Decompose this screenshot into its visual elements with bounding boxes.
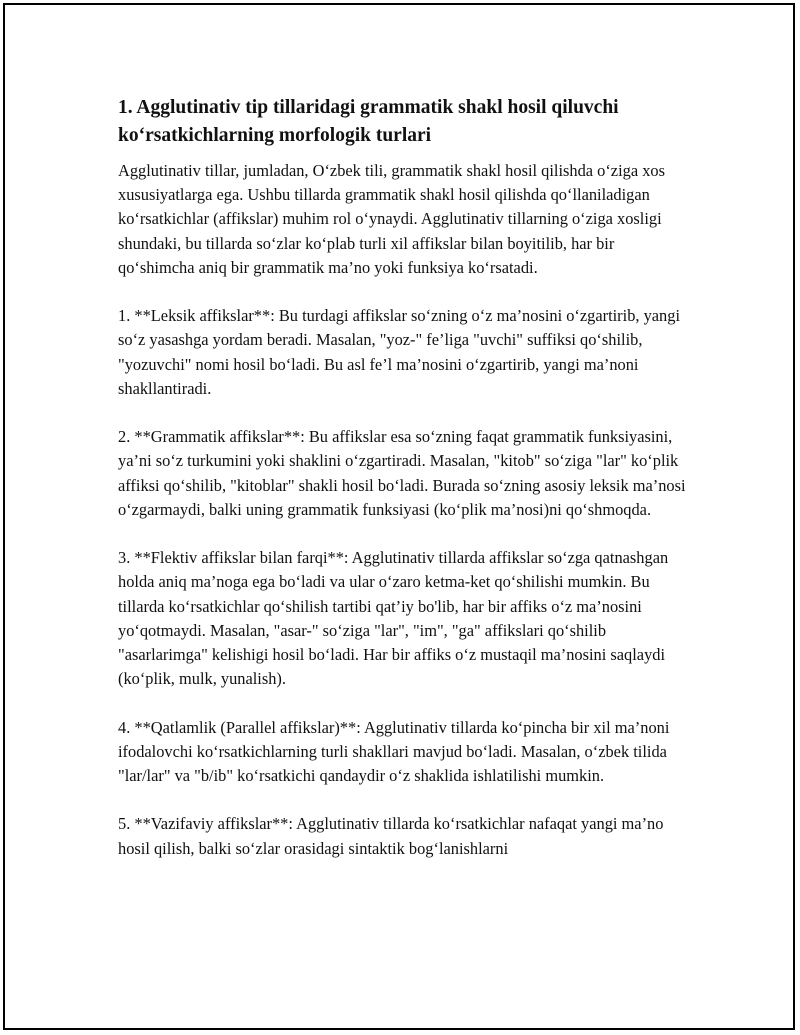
flective-difference-paragraph: 3. **Flektiv affikslar bilan farqi**: Agglutinativ tillarda affikslar so‘zga qatnashgan holda aniq ma’noga ega bo‘ladi va ular o‘zaro ketma-ket qo‘shilishi mumkin. Bu tillarda ko‘rsatkichlar qo‘shilish tartibi qat’iy bo'lib, har bir affiks o‘z ma’nosini yo‘qotmaydi. Masalan, "asar-" so‘ziga "lar", "im", "ga" affikslari qo‘shilib "asarlarimga" kelishigi hosil bo‘ladi. Har bir affiks o‘z mustaqil ma’nosini saqlaydi (ko‘plik, mulk, yunalish). (118, 548, 669, 689)
lexical-affixes-paragraph: 1. **Leksik affikslar**: Bu turdagi affikslar so‘zning o‘z ma’nosini o‘zgartirib, yangi so‘z yasashga yordam beradi. Masalan, "yoz-" fe’liga "uvchi" suffiksi qo‘shilib, "yozuvchi" nomi hosil bo‘ladi. Bu asl fe’l ma’nosini o‘zgartirib, yangi ma’noni shakllantiradi. (118, 306, 681, 398)
document-body (118, 94, 688, 885)
grammatical-affixes-paragraph: 2. **Grammatik affikslar**: Bu affikslar esa so‘zning faqat grammatik funksiyasini, ya’ni so‘z turkumini yoki shaklini o‘zgartiradi. Masalan, "kitob" so‘ziga "lar" ko‘plik affiksi qo‘shilib, "kitoblar" shakli hosil bo‘ladi. Burada so‘zning asosiy leksik ma’nosi o‘zgarmaydi, balki uning grammatik funksiyasi (ko‘plik ma’nosi)ni qo‘shmoqda. (118, 427, 686, 519)
document-title: 1. Agglutinativ tip tillaridagi grammatik shakl hosil qiluvchi ko‘rsatkichlarning morfologik turlari (118, 97, 619, 146)
intro-paragraph: Agglutinativ tillar, jumladan, O‘zbek tili, grammatik shakl hosil qilishda o‘ziga xos xususiyatlarga ega. Ushbu tillarda grammatik shakl hosil qilishda qo‘llaniladigan ko‘rsatkichlar (affikslar) muhim rol o‘ynaydi. Agglutinativ tillarning o‘ziga xosligi shundaki, bu tillarda so‘zlar ko‘plab turli xil affikslar bilan boyitilib, har bir qo‘shimcha aniq bir grammatik ma’no yoki funksiya ko‘rsatadi. (118, 161, 665, 277)
functional-affixes-paragraph: 5. **Vazifaviy affikslar**: Agglutinativ tillarda ko‘rsatkichlar nafaqat yangi ma’no hosil qilish, balki so‘zlar orasidagi sintaktik bog‘lanishlarni (118, 814, 664, 858)
parallel-affixes-paragraph: 4. **Qatlamlik (Parallel affikslar)**: Agglutinativ tillarda ko‘pincha bir xil ma’noni ifodalovchi ko‘rsatkichlarning turli shakllari mavjud bo‘ladi. Masalan, o‘zbek tilida "lar/lar" va "b/ib" ko‘rsatkichi qandaydir o‘z shaklida ishlatilishi mumkin. (118, 717, 670, 786)
